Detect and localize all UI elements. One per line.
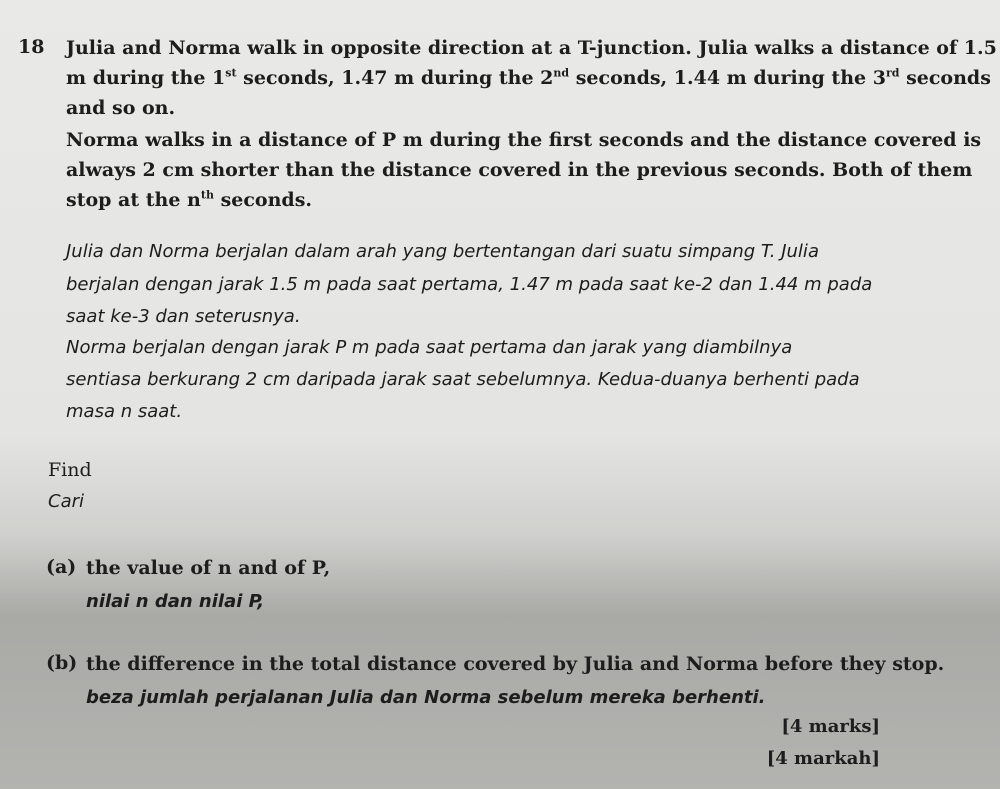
malay-line4: Norma berjalan dengan jarak P m pada saat pertama dan jarak yang diambilnya xyxy=(66,337,793,358)
part-b-label: (b) xyxy=(46,652,78,674)
marks-english: [4 marks] xyxy=(781,716,880,737)
part-b-english: the difference in the total distance covered by Julia and Norma before they stop. xyxy=(86,653,945,675)
question-number: 18 xyxy=(18,36,45,58)
english-para2-line1: Norma walks in a distance of P m during the first seconds and the distance covered is xyxy=(66,129,982,151)
english-para1-line2: m during the 1st seconds, 1.47 m during the 2nd seconds, 1.44 m during the 3rd seconds xyxy=(66,66,991,89)
malay-line1: Julia dan Norma berjalan dalam arah yang bertentangan dari suatu simpang T. Julia xyxy=(66,241,819,262)
cari-label: Cari xyxy=(48,491,84,512)
malay-line2: berjalan dengan jarak 1.5 m pada saat pertama, 1.47 m pada saat ke-2 dan 1.44 m pada xyxy=(66,274,873,295)
part-a-english: the value of n and of P, xyxy=(86,557,331,579)
malay-line5: sentiasa berkurang 2 cm daripada jarak saat sebelumnya. Kedua-duanya berhenti pada xyxy=(66,369,860,390)
english-para1-line1: Julia and Norma walk in opposite direction at a T-junction. Julia walks a distance of 1.5 xyxy=(66,37,997,59)
english-para2-line2: always 2 cm shorter than the distance covered in the previous seconds. Both of them xyxy=(66,159,973,181)
part-a-malay: nilai n dan nilai P, xyxy=(86,591,265,612)
part-a-label: (a) xyxy=(46,556,77,578)
marks-malay: [4 markah] xyxy=(766,748,880,769)
malay-line3: saat ke-3 dan seterusnya. xyxy=(66,306,301,327)
part-b-malay: beza jumlah perjalanan Julia dan Norma sebelum mereka berhenti. xyxy=(86,687,766,708)
malay-line6: masa n saat. xyxy=(66,401,183,422)
english-para1-line3: and so on. xyxy=(66,97,176,119)
find-label: Find xyxy=(48,459,92,481)
english-para2-line3: stop at the $n^{th}$ seconds. xyxy=(66,188,313,211)
